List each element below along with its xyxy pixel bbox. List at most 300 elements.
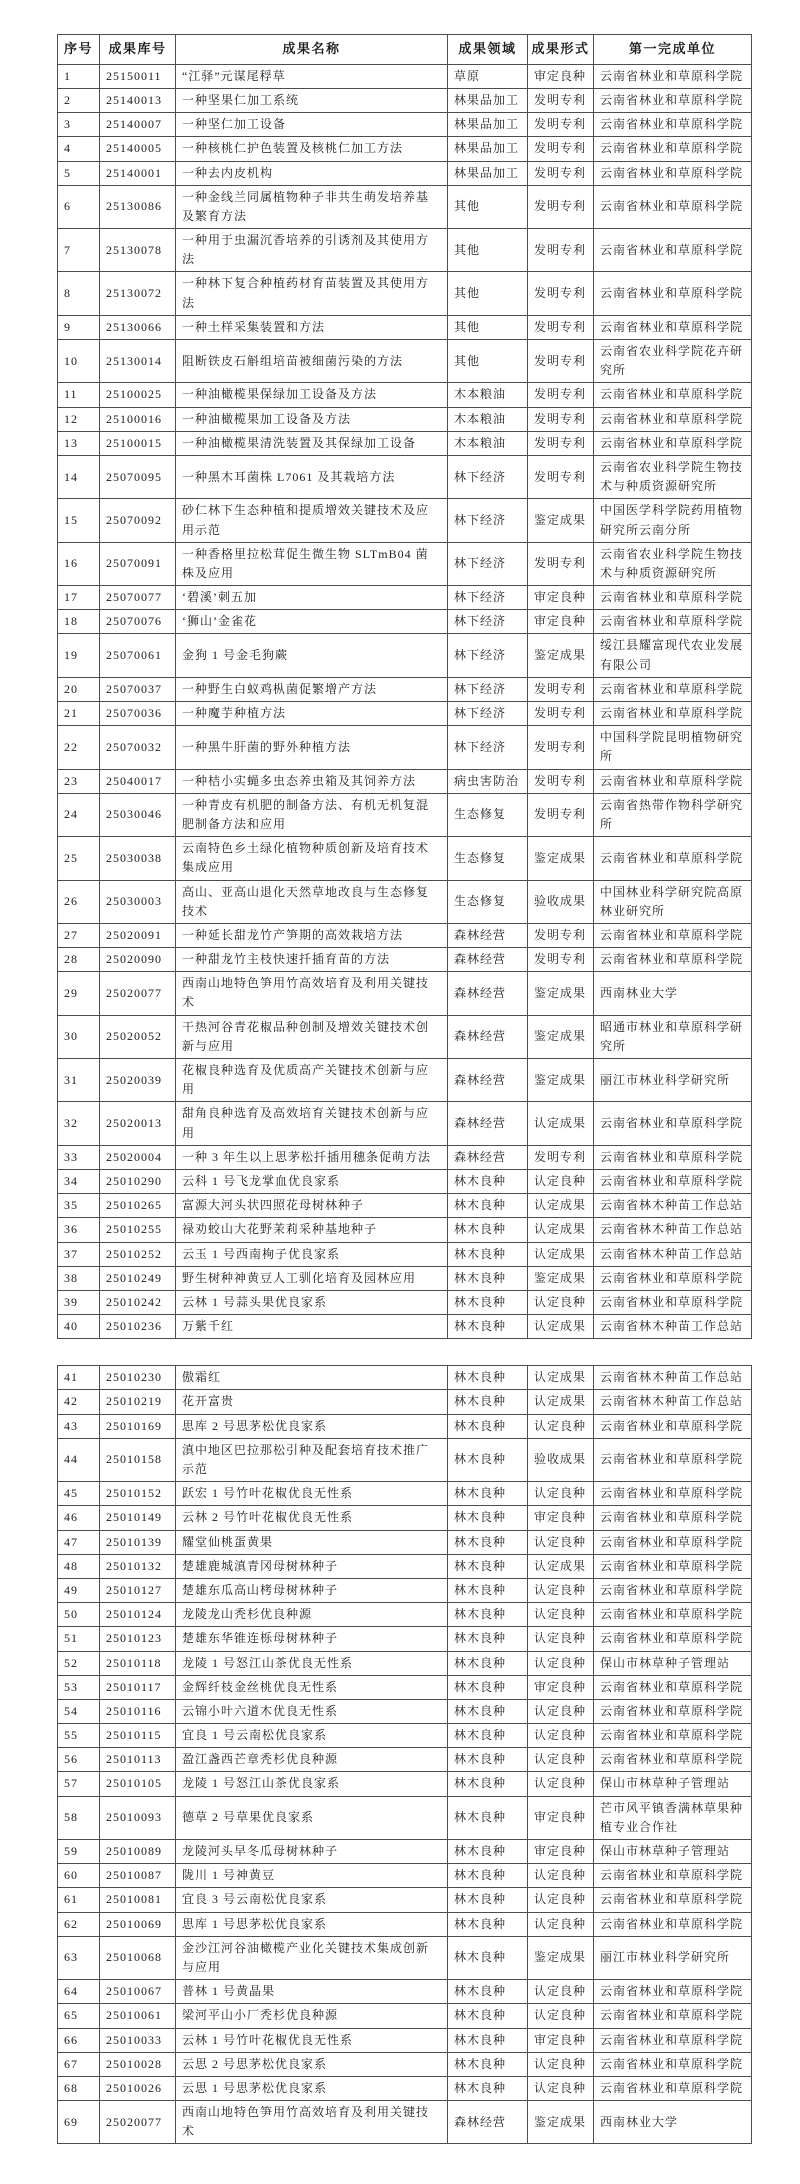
table-row [58,1194,752,1218]
table-row [58,161,752,185]
result-field: 林木良种 [448,1912,528,1936]
result-name: ‘碧溪’刺五加 [176,586,448,610]
table-row [58,1015,752,1058]
result-form: 认定成果 [528,1194,594,1218]
result-unit: 云南省林业和草原科学院 [594,1888,752,1912]
table-row [58,2076,752,2100]
result-id: 25070061 [100,634,176,677]
table-row [58,1059,752,1102]
result-form: 认定良种 [528,2004,594,2028]
result-name: 云思 1 号思茅松优良家系 [176,2076,448,2100]
row-index: 12 [58,407,100,431]
result-unit: 西南林业大学 [594,2101,752,2144]
result-field: 林木良种 [448,1980,528,2004]
row-index: 27 [58,923,100,947]
row-index: 2 [58,88,100,112]
row-index: 41 [58,1366,100,1390]
result-name: 一种黑牛肝菌的野外种植方法 [176,726,448,769]
row-index: 14 [58,455,100,498]
table-row [58,769,752,793]
result-field: 林木良种 [448,1194,528,1218]
table-row [58,677,752,701]
result-name: “江驿”元谋尾稃草 [176,64,448,88]
result-field: 林木良种 [448,1414,528,1438]
result-field: 林木良种 [448,2028,528,2052]
result-id: 25010252 [100,1242,176,1266]
result-id: 25010139 [100,1530,176,1554]
result-name: 金狗 1 号金毛狗蕨 [176,634,448,677]
row-index: 68 [58,2076,100,2100]
table-row [58,340,752,383]
result-unit: 云南省林业和草原科学院 [594,948,752,972]
table-row [58,455,752,498]
result-id: 25010132 [100,1554,176,1578]
table-row [58,1506,752,1530]
result-field: 林下经济 [448,610,528,634]
result-form: 发明专利 [528,407,594,431]
table-row [58,1888,752,1912]
table-row [58,1936,752,1979]
result-id: 25010087 [100,1864,176,1888]
row-index: 60 [58,1864,100,1888]
result-unit: 云南省林业和草原科学院 [594,315,752,339]
table-row [58,837,752,880]
result-unit: 云南省林木种苗工作总站 [594,1390,752,1414]
result-id: 25100016 [100,407,176,431]
result-unit: 云南省热带作物科学研究所 [594,793,752,836]
table-row [58,1266,752,1290]
result-name: 一种魔芋种植方法 [176,702,448,726]
result-form: 认定成果 [528,1390,594,1414]
result-unit: 芒市风平镇香满林草果种植专业合作社 [594,1796,752,1839]
result-unit: 云南省林业和草原科学院 [594,923,752,947]
result-field: 林木良种 [448,1506,528,1530]
result-form: 认定良种 [528,1888,594,1912]
result-id: 25010105 [100,1772,176,1796]
result-unit: 云南省林业和草原科学院 [594,64,752,88]
result-form: 发明专利 [528,272,594,315]
table-row [58,2101,752,2144]
result-name: 盈江盏西芒章秃杉优良种源 [176,1748,448,1772]
result-name: 云林 1 号蒜头果优良家系 [176,1290,448,1314]
result-unit: 云南省林木种苗工作总站 [594,1218,752,1242]
result-field: 林木良种 [448,1218,528,1242]
result-form: 审定良种 [528,1506,594,1530]
table-row [58,1438,752,1481]
result-form: 发明专利 [528,431,594,455]
result-unit: 云南省林业和草原科学院 [594,1554,752,1578]
result-field: 林木良种 [448,1796,528,1839]
row-index: 11 [58,383,100,407]
result-unit: 保山市林草种子管理站 [594,1651,752,1675]
result-form: 认定良种 [528,1772,594,1796]
result-name: 耀堂仙桃蛋黄果 [176,1530,448,1554]
row-index: 17 [58,586,100,610]
result-form: 鉴定成果 [528,634,594,677]
table-row [58,586,752,610]
row-index: 10 [58,340,100,383]
results-table-2 [57,1365,752,2144]
result-field: 林木良种 [448,1530,528,1554]
result-id: 25010149 [100,1506,176,1530]
result-name: 陇川 1 号神黄豆 [176,1864,448,1888]
row-index: 50 [58,1603,100,1627]
result-form: 发明专利 [528,137,594,161]
result-field: 其他 [448,315,528,339]
row-index: 18 [58,610,100,634]
result-id: 25140001 [100,161,176,185]
result-name: 云林 1 号竹叶花椒优良无性系 [176,2028,448,2052]
result-id: 25010152 [100,1482,176,1506]
result-name: 一种坚果仁加工系统 [176,88,448,112]
row-index: 6 [58,185,100,228]
result-form: 鉴定成果 [528,2101,594,2144]
result-field: 林木良种 [448,1482,528,1506]
result-name: 一种油橄榄果加工设备及方法 [176,407,448,431]
result-form: 发明专利 [528,455,594,498]
result-form: 鉴定成果 [528,1266,594,1290]
table-row [58,407,752,431]
result-name: 一种油橄榄果清洗装置及其保绿加工设备 [176,431,448,455]
result-id: 25020004 [100,1145,176,1169]
result-unit: 云南省林木种苗工作总站 [594,1194,752,1218]
result-name: 一种延长甜龙竹产笋期的高效栽培方法 [176,923,448,947]
result-unit: 云南省林业和草原科学院 [594,610,752,634]
result-form: 发明专利 [528,769,594,793]
result-name: 一种甜龙竹主枝快速扦插育苗的方法 [176,948,448,972]
result-name: 一种土样采集装置和方法 [176,315,448,339]
result-field: 林木良种 [448,1772,528,1796]
result-unit: 云南省林业和草原科学院 [594,1414,752,1438]
result-id: 25010123 [100,1627,176,1651]
result-unit: 云南省林业和草原科学院 [594,1864,752,1888]
table-row [58,383,752,407]
result-id: 25010230 [100,1366,176,1390]
result-field: 林木良种 [448,1724,528,1748]
result-form: 发明专利 [528,726,594,769]
result-name: 云南特色乡土绿化植物种质创新及培育技术集成应用 [176,837,448,880]
result-form: 认定良种 [528,1912,594,1936]
result-form: 发明专利 [528,1145,594,1169]
result-name: 砂仁林下生态种植和提质增效关键技术及应用示范 [176,499,448,542]
result-id: 25010033 [100,2028,176,2052]
result-form: 验收成果 [528,880,594,923]
result-field: 林木良种 [448,1748,528,1772]
table-row [58,1699,752,1723]
table-row [58,272,752,315]
result-field: 林下经济 [448,677,528,701]
result-form: 认定良种 [528,1724,594,1748]
result-field: 林木良种 [448,1840,528,1864]
result-form: 审定良种 [528,1840,594,1864]
row-index: 46 [58,1506,100,1530]
row-index: 24 [58,793,100,836]
row-index: 61 [58,1888,100,1912]
result-form: 认定良种 [528,1627,594,1651]
row-index: 44 [58,1438,100,1481]
result-id: 25010158 [100,1438,176,1481]
result-form: 审定良种 [528,610,594,634]
row-index: 8 [58,272,100,315]
row-index: 65 [58,2004,100,2028]
result-field: 林木良种 [448,1627,528,1651]
result-unit: 丽江市林业科学研究所 [594,1936,752,1979]
result-name: ‘狮山’金雀花 [176,610,448,634]
result-name: 花椒良种选育及优质高产关键技术创新与应用 [176,1059,448,1102]
table-row [58,64,752,88]
row-index: 30 [58,1015,100,1058]
result-name: 一种野生白蚁鸡枞菌促繁增产方法 [176,677,448,701]
table-row [58,1218,752,1242]
result-name: 德草 2 号草果优良家系 [176,1796,448,1839]
result-unit: 西南林业大学 [594,972,752,1015]
row-index: 49 [58,1578,100,1602]
result-unit: 昭通市林业和草原科学研究所 [594,1015,752,1058]
result-form: 审定良种 [528,2028,594,2052]
result-form: 认定良种 [528,1748,594,1772]
result-unit: 云南省林业和草原科学院 [594,383,752,407]
result-name: 跃宏 1 号竹叶花椒优良无性系 [176,1482,448,1506]
result-unit: 保山市林草种子管理站 [594,1772,752,1796]
result-id: 25130086 [100,185,176,228]
table-row [58,88,752,112]
row-index: 37 [58,1242,100,1266]
table-row [58,542,752,585]
table-row [58,1748,752,1772]
result-id: 25140005 [100,137,176,161]
table-row [58,185,752,228]
result-unit: 云南省林业和草原科学院 [594,137,752,161]
header-field: 成果领域 [448,35,528,65]
result-unit: 云南省林业和草原科学院 [594,2028,752,2052]
table-row [58,610,752,634]
result-unit: 云南省林业和草原科学院 [594,272,752,315]
table-row [58,880,752,923]
table-row [58,1145,752,1169]
result-id: 25010236 [100,1315,176,1339]
row-index: 1 [58,64,100,88]
result-unit: 中国医学科学院药用植物研究所云南分所 [594,499,752,542]
result-unit: 云南省林业和草原科学院 [594,1102,752,1145]
results-table-1 [57,34,752,1339]
row-index: 67 [58,2052,100,2076]
result-id: 25010124 [100,1603,176,1627]
result-name: 一种青皮有机肥的制备方法、有机无机复混肥制备方法和应用 [176,793,448,836]
result-field: 林果品加工 [448,137,528,161]
result-unit: 云南省林业和草原科学院 [594,2076,752,2100]
result-form: 认定良种 [528,1169,594,1193]
result-name: 高山、亚高山退化天然草地改良与生态修复技术 [176,880,448,923]
result-name: 普林 1 号黄晶果 [176,1980,448,2004]
table-row [58,1290,752,1314]
row-index: 39 [58,1290,100,1314]
result-field: 林木良种 [448,1366,528,1390]
result-unit: 云南省林业和草原科学院 [594,1482,752,1506]
row-index: 47 [58,1530,100,1554]
result-id: 25010117 [100,1675,176,1699]
result-unit: 保山市林草种子管理站 [594,1840,752,1864]
row-index: 57 [58,1772,100,1796]
result-form: 审定良种 [528,1675,594,1699]
result-name: 一种坚仁加工设备 [176,113,448,137]
result-unit: 云南省林业和草原科学院 [594,1530,752,1554]
result-form: 发明专利 [528,161,594,185]
table-row [58,1651,752,1675]
result-form: 认定成果 [528,1315,594,1339]
table-row [58,1530,752,1554]
result-id: 25010028 [100,2052,176,2076]
table-row [58,1675,752,1699]
result-field: 林木良种 [448,1390,528,1414]
result-id: 25070091 [100,542,176,585]
result-id: 25040017 [100,769,176,793]
result-field: 林木良种 [448,1603,528,1627]
result-field: 其他 [448,340,528,383]
result-name: 万紫千红 [176,1315,448,1339]
result-form: 鉴定成果 [528,1059,594,1102]
result-id: 25010242 [100,1290,176,1314]
result-name: 傲霜红 [176,1366,448,1390]
table-row [58,1366,752,1390]
table-gap [57,1339,800,1365]
result-field: 林果品加工 [448,113,528,137]
result-unit: 云南省林业和草原科学院 [594,229,752,272]
result-field: 其他 [448,272,528,315]
result-name: 龙陵河头早冬瓜母树林种子 [176,1840,448,1864]
result-form: 认定良种 [528,1482,594,1506]
result-id: 25010219 [100,1390,176,1414]
result-name: 西南山地特色笋用竹高效培育及利用关键技术 [176,972,448,1015]
result-field: 林木良种 [448,1266,528,1290]
result-unit: 云南省林业和草原科学院 [594,1603,752,1627]
table-row [58,702,752,726]
result-name: 云科 1 号飞龙掌血优良家系 [176,1169,448,1193]
result-name: 甜角良种选育及高效培育关键技术创新与应用 [176,1102,448,1145]
result-unit: 云南省林业和草原科学院 [594,88,752,112]
result-id: 25010069 [100,1912,176,1936]
result-form: 发明专利 [528,923,594,947]
result-id: 25130078 [100,229,176,272]
result-form: 鉴定成果 [528,1015,594,1058]
result-name: 一种金线兰同属植物种子非共生萌发培养基及繁育方法 [176,185,448,228]
result-form: 认定良种 [528,1530,594,1554]
table-row [58,793,752,836]
result-unit: 云南省林业和草原科学院 [594,1675,752,1699]
result-field: 木本粮油 [448,431,528,455]
result-id: 25020077 [100,2101,176,2144]
result-name: 龙陵龙山秃杉优良种源 [176,1603,448,1627]
result-id: 25070077 [100,586,176,610]
result-unit: 丽江市林业科学研究所 [594,1059,752,1102]
result-unit: 云南省农业科学院生物技术与种质资源研究所 [594,455,752,498]
result-id: 25070095 [100,455,176,498]
row-index: 5 [58,161,100,185]
result-unit: 云南省林木种苗工作总站 [594,1242,752,1266]
result-form: 发明专利 [528,793,594,836]
result-field: 生态修复 [448,880,528,923]
row-index: 40 [58,1315,100,1339]
result-name: 云林 2 号竹叶花椒优良无性系 [176,1506,448,1530]
result-name: 一种去内皮机构 [176,161,448,185]
row-index: 56 [58,1748,100,1772]
result-field: 林木良种 [448,1242,528,1266]
row-index: 38 [58,1266,100,1290]
result-id: 25130072 [100,272,176,315]
row-index: 59 [58,1840,100,1864]
result-unit: 中国林业科学研究院高原林业研究所 [594,880,752,923]
result-name: 一种核桃仁护色装置及核桃仁加工方法 [176,137,448,161]
row-index: 34 [58,1169,100,1193]
result-field: 木本粮油 [448,383,528,407]
result-unit: 云南省林业和草原科学院 [594,407,752,431]
result-unit: 云南省林业和草原科学院 [594,1145,752,1169]
result-form: 发明专利 [528,88,594,112]
result-name: 楚雄东瓜高山栲母树林种子 [176,1578,448,1602]
result-id: 25010081 [100,1888,176,1912]
result-form: 发明专利 [528,340,594,383]
result-id: 25030038 [100,837,176,880]
result-id: 25070036 [100,702,176,726]
table-row [58,1603,752,1627]
result-unit: 云南省林业和草原科学院 [594,1627,752,1651]
result-name: 云思 2 号思茅松优良家系 [176,2052,448,2076]
row-index: 31 [58,1059,100,1102]
result-field: 林木良种 [448,2004,528,2028]
result-form: 鉴定成果 [528,1936,594,1979]
result-field: 林果品加工 [448,161,528,185]
row-index: 45 [58,1482,100,1506]
result-name: 滇中地区巴拉那松引种及配套培育技术推广示范 [176,1438,448,1481]
result-form: 认定成果 [528,1366,594,1390]
result-id: 25070092 [100,499,176,542]
result-field: 林木良种 [448,1438,528,1481]
result-field: 森林经营 [448,1145,528,1169]
table-row [58,229,752,272]
table-row [58,1315,752,1339]
row-index: 48 [58,1554,100,1578]
result-field: 其他 [448,185,528,228]
result-name: 野生树种神黄豆人工驯化培育及园林应用 [176,1266,448,1290]
row-index: 55 [58,1724,100,1748]
result-name: 云锦小叶六道木优良无性系 [176,1699,448,1723]
result-form: 认定良种 [528,2076,594,2100]
result-field: 林下经济 [448,726,528,769]
result-unit: 云南省林业和草原科学院 [594,1266,752,1290]
result-id: 25070032 [100,726,176,769]
row-index: 15 [58,499,100,542]
result-field: 林木良种 [448,1169,528,1193]
result-form: 发明专利 [528,383,594,407]
result-id: 25010265 [100,1194,176,1218]
table-row [58,923,752,947]
table-row [58,137,752,161]
row-index: 36 [58,1218,100,1242]
result-unit: 绥江县耀富现代农业发展有限公司 [594,634,752,677]
result-id: 25010290 [100,1169,176,1193]
result-name: 梁河平山小厂秃杉优良种源 [176,2004,448,2028]
result-form: 认定良种 [528,1414,594,1438]
result-form: 审定良种 [528,1796,594,1839]
result-name: 阻断铁皮石斛组培苗被细菌污染的方法 [176,340,448,383]
result-name: 楚雄鹿城滇青冈母树林种子 [176,1554,448,1578]
result-id: 25020013 [100,1102,176,1145]
table-row [58,1169,752,1193]
result-unit: 云南省林业和草原科学院 [594,1506,752,1530]
result-name: 一种香格里拉松茸促生微生物 SLTmB04 菌株及应用 [176,542,448,585]
result-id: 25020052 [100,1015,176,1058]
row-index: 23 [58,769,100,793]
header-form: 成果形式 [528,35,594,65]
